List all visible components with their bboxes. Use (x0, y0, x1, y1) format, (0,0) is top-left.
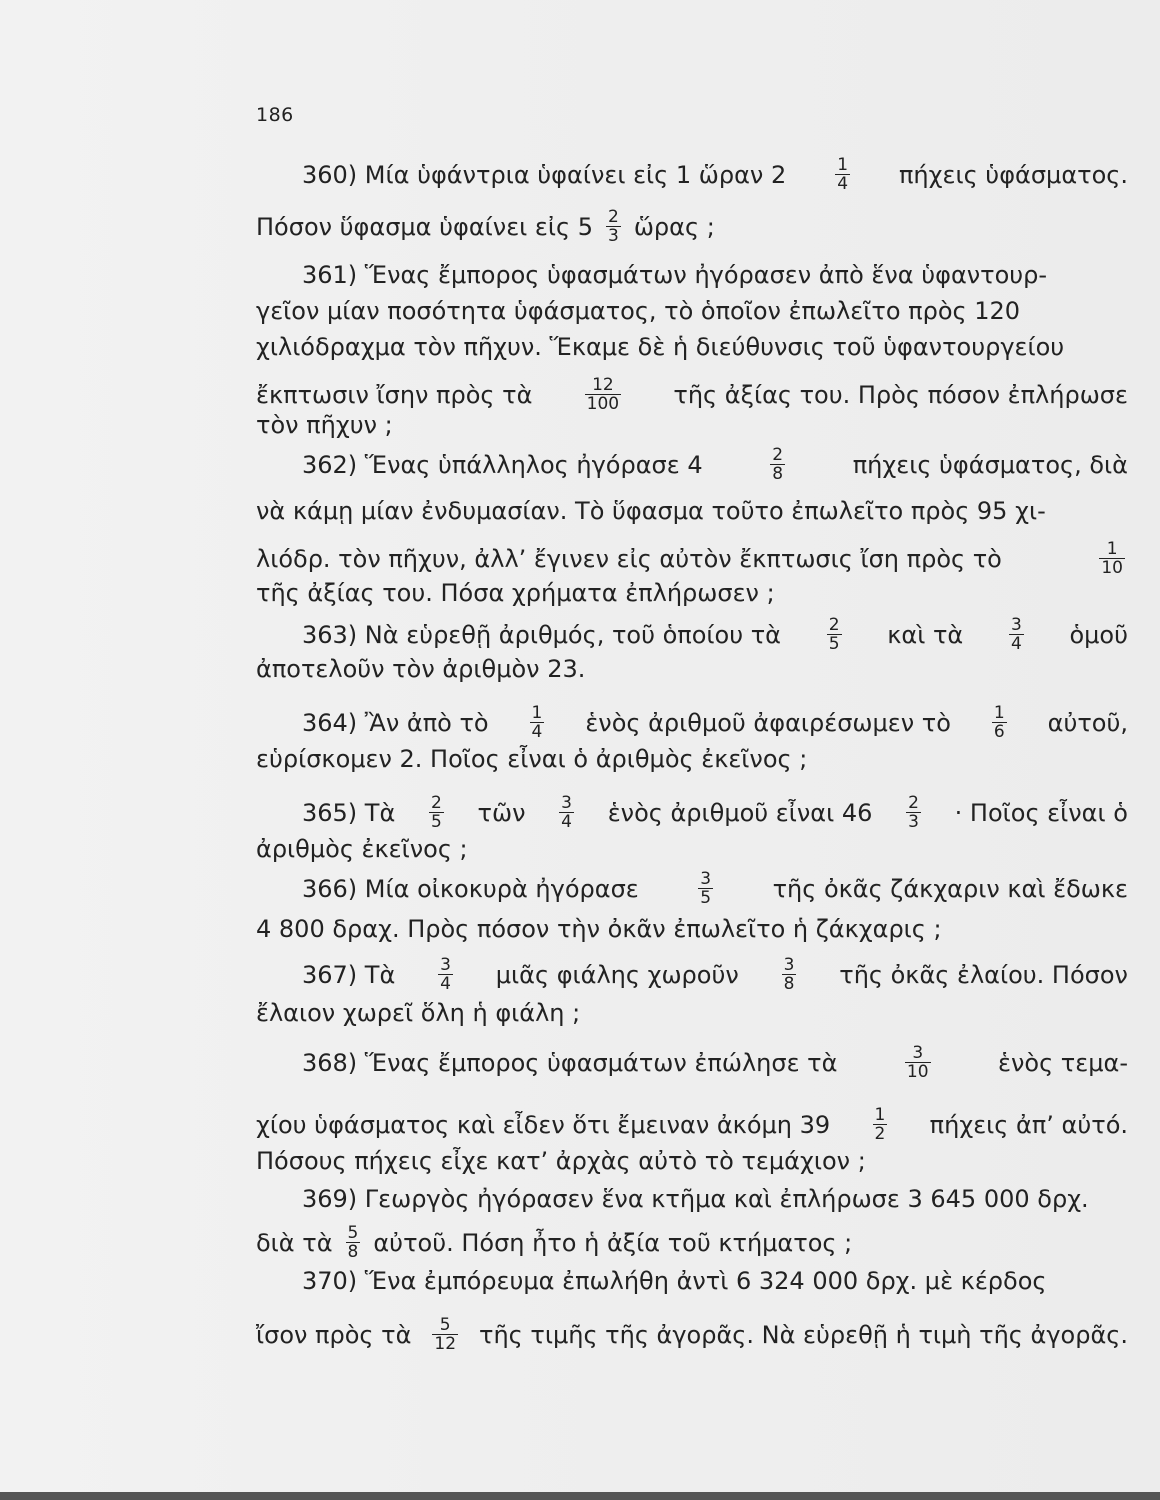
exercise-line (256, 870, 1128, 907)
text-segment: πήχεις ὑφάσματος, διὰ (852, 450, 1128, 479)
fraction-denominator: 10 (1101, 558, 1123, 578)
fraction (559, 794, 574, 831)
fraction-numerator: 3 (700, 869, 712, 889)
fraction (905, 1044, 931, 1081)
fraction-numerator: 2 (608, 207, 619, 227)
text-segment: 364) Ἂν ἀπὸ τὸ (302, 708, 489, 737)
exercise-line (256, 578, 1128, 608)
fraction-denominator: 4 (837, 174, 849, 194)
text-segment: διὰ τὰ (256, 1228, 333, 1257)
text-segment: τῆς ἀξίας του. Πρὸς πόσον ἐπλήρωσε (673, 380, 1128, 409)
text-segment: ἔκπτωσιν ἴσην πρὸς τὰ (256, 380, 533, 409)
text-segment: Πόσους πήχεις εἶχε κατ’ ἀρχὰς αὐτὸ τὸ τεμάχιον ; (256, 1147, 866, 1175)
fraction-numerator: 3 (440, 955, 451, 975)
fraction-numerator: 3 (912, 1043, 924, 1063)
exercise-line (256, 1146, 1128, 1176)
text-segment: ἴσον πρὸς τὰ (256, 1320, 412, 1349)
text-segment: πήχεις ἀπ’ αὐτό. (929, 1110, 1128, 1139)
text-segment: γεῖον μίαν ποσότητα ὑφάσματος, τὸ ὁποῖον ἐπωλεῖτο πρὸς 120 (256, 297, 1021, 325)
text-segment: Πόσον ὕφασμα ὑφαίνει εἰς 5 (256, 212, 593, 241)
fraction-denominator: 12 (434, 1334, 457, 1354)
exercise-line (256, 654, 1128, 684)
fraction (992, 704, 1007, 741)
fraction (585, 376, 621, 413)
text-segment: αὐτοῦ. Πόση ἦτο ἡ ἀξία τοῦ κτήματος ; (373, 1228, 853, 1257)
fraction-numerator: 1 (837, 155, 849, 175)
exercise-line (256, 260, 1128, 290)
fraction-denominator: 3 (608, 226, 619, 246)
fraction-denominator: 4 (561, 812, 572, 832)
fraction (873, 1106, 888, 1143)
fraction (432, 1316, 458, 1353)
fraction-numerator: 2 (908, 793, 919, 813)
text-segment: 366) Μία οἰκοκυρὰ ἠγόρασε (302, 874, 639, 903)
text-segment: 360) Μία ὑφάντρια ὑφαίνει εἰς 1 ὥραν 2 (302, 160, 787, 189)
exercise-line (256, 914, 1128, 944)
text-segment: τῶν (477, 798, 526, 827)
exercise-line (256, 1184, 1128, 1214)
fraction-denominator: 2 (874, 1124, 886, 1144)
fraction (438, 956, 453, 993)
text-segment: τῆς τιμῆς τῆς ἀγορᾶς. Νὰ εὑρεθῇ ἡ τιμὴ τῆς ἀγορᾶς. (479, 1320, 1128, 1349)
fraction (429, 794, 444, 831)
fraction (906, 794, 921, 831)
exercise-line (256, 956, 1128, 993)
text-segment: 367) Τὰ (302, 960, 396, 989)
text-segment: τῆς ὀκᾶς ἐλαίου. Πόσον (839, 960, 1128, 989)
fraction-numerator: 2 (828, 615, 840, 635)
exercise-line (256, 376, 1128, 413)
text-segment: μιᾶς φιάλης χωροῦν (495, 960, 739, 989)
fraction-numerator: 5 (439, 1315, 451, 1335)
fraction-denominator: 100 (586, 394, 620, 414)
text-segment: 369) Γεωργὸς ἠγόρασεν ἕνα κτῆμα καὶ ἐπλήρωσε 3 645 000 δρχ. (302, 1185, 1089, 1213)
text-segment: 4 800 δραχ. Πρὸς πόσον τὴν ὀκᾶν ἐπωλεῖτο ἡ ζάκχαρις ; (256, 915, 942, 943)
exercise-line (256, 704, 1128, 741)
text-segment: τὸν πῆχυν ; (256, 411, 393, 439)
fraction (698, 870, 713, 907)
fraction (346, 1224, 361, 1261)
fraction (827, 616, 842, 653)
fraction-denominator: 10 (906, 1062, 929, 1082)
exercise-line (256, 834, 1128, 864)
fraction-denominator: 8 (772, 464, 784, 484)
text-segment: χίου ὑφάσματος καὶ εἶδεν ὅτι ἔμειναν ἀκόμη 39 (256, 1110, 831, 1139)
fraction (770, 446, 785, 483)
fraction (1009, 616, 1024, 653)
fraction-numerator: 1 (531, 703, 543, 723)
exercise-line (256, 332, 1128, 362)
exercise-line (256, 208, 1128, 245)
exercise-line (256, 410, 1128, 440)
fraction-numerator: 3 (561, 793, 572, 813)
exercise-line (256, 1266, 1128, 1296)
fraction-numerator: 1 (874, 1105, 886, 1125)
text-segment: ἀριθμὸς ἐκεῖνος ; (256, 835, 468, 863)
exercise-line (256, 1316, 1128, 1353)
text-segment: εὑρίσκομεν 2. Ποῖος εἶναι ὁ ἀριθμὸς ἐκεῖνος ; (256, 745, 808, 773)
exercise-line (256, 296, 1128, 326)
fraction (606, 208, 621, 245)
exercise-line (256, 794, 1128, 831)
fraction-denominator: 4 (531, 722, 543, 742)
text-segment: τῆς ἀξίας του. Πόσα χρήματα ἐπλήρωσεν ; (256, 579, 775, 607)
text-segment: 362) Ἕνας ὑπάλληλος ἠγόρασε 4 (302, 450, 703, 479)
exercise-line (256, 616, 1128, 653)
fraction-denominator: 5 (700, 888, 712, 908)
text-segment: 363) Νὰ εὑρεθῇ ἀριθμός, τοῦ ὁποίου τὰ (302, 620, 782, 649)
fraction (530, 704, 545, 741)
fraction-denominator: 5 (430, 812, 442, 832)
text-segment: πήχεις ὑφάσματος. (898, 160, 1128, 189)
fraction-denominator: 3 (908, 812, 919, 832)
exercise-line (256, 540, 1128, 577)
text-segment: ἑνὸς ἀριθμοῦ εἶναι 46 (607, 798, 873, 827)
fraction (835, 156, 850, 193)
fraction-denominator: 8 (347, 1242, 359, 1262)
text-segment: 368) Ἕνας ἔμπορος ὑφασμάτων ἐπώλησε τὰ (302, 1048, 838, 1077)
fraction-numerator: 5 (347, 1223, 359, 1243)
text-segment: 361) Ἕνας ἔμπορος ὑφασμάτων ἠγόρασεν ἀπὸ ἕνα ὑφαντουρ- (302, 261, 1048, 289)
fraction-numerator: 2 (430, 793, 442, 813)
fraction-denominator: 8 (783, 974, 795, 994)
fraction-numerator: 2 (772, 445, 784, 465)
exercise-line (256, 446, 1128, 483)
fraction (1099, 540, 1125, 577)
exercise-line (256, 1106, 1128, 1143)
text-segment: 370) Ἕνα ἐμπόρευμα ἐπωλήθη ἀντὶ 6 324 000 δρχ. μὲ κέρδος (302, 1267, 1047, 1295)
fraction (782, 956, 797, 993)
fraction-numerator: 3 (1010, 615, 1022, 635)
exercise-line (256, 1044, 1128, 1081)
exercise-line (256, 744, 1128, 774)
text-segment: λιόδρ. τὸν πῆχυν, ἀλλ’ ἔγινεν εἰς αὐτὸν ἔκπτωσις ἴση πρὸς τὸ (256, 544, 1002, 573)
fraction-denominator: 5 (828, 634, 840, 654)
text-segment: ἑνὸς ἀριθμοῦ ἀφαιρέσωμεν τὸ (585, 708, 951, 737)
text-segment: καὶ τὰ (887, 620, 964, 649)
text-segment: αὐτοῦ, (1047, 708, 1128, 737)
text-segment: ὁμοῦ (1069, 620, 1128, 649)
text-segment: · Ποῖος εἶναι ὁ (954, 798, 1128, 827)
text-segment: ἔλαιον χωρεῖ ὅλη ἡ φιάλη ; (256, 999, 581, 1027)
text-segment: χιλιόδραχμα τὸν πῆχυν. Ἕκαμε δὲ ἡ διεύθυνσις τοῦ ὑφαντουργείου (256, 333, 1065, 361)
text-segment: νὰ κάμῃ μίαν ἐνδυμασίαν. Τὸ ὕφασμα τοῦτο ἐπωλεῖτο πρὸς 95 χι- (256, 497, 1046, 525)
fraction-numerator: 3 (783, 955, 795, 975)
fraction-numerator: 1 (1106, 539, 1118, 559)
exercise-line (256, 496, 1128, 526)
fraction-denominator: 4 (440, 974, 451, 994)
fraction-denominator: 6 (993, 722, 1005, 742)
page-number: 186 (256, 104, 294, 126)
fraction-denominator: 4 (1010, 634, 1022, 654)
text-segment: τῆς ὀκᾶς ζάκχαριν καὶ ἔδωκε (772, 874, 1128, 903)
text-segment: ὥρας ; (633, 212, 715, 241)
text-segment: ἑνὸς τεμα- (998, 1048, 1128, 1077)
text-segment: ἀποτελοῦν τὸν ἀριθμὸν 23. (256, 655, 586, 683)
exercise-line (256, 156, 1128, 193)
fraction-numerator: 12 (592, 375, 614, 395)
text-segment: 365) Τὰ (302, 798, 396, 827)
exercise-line (256, 998, 1128, 1028)
exercise-line (256, 1224, 1128, 1261)
fraction-numerator: 1 (993, 703, 1005, 723)
